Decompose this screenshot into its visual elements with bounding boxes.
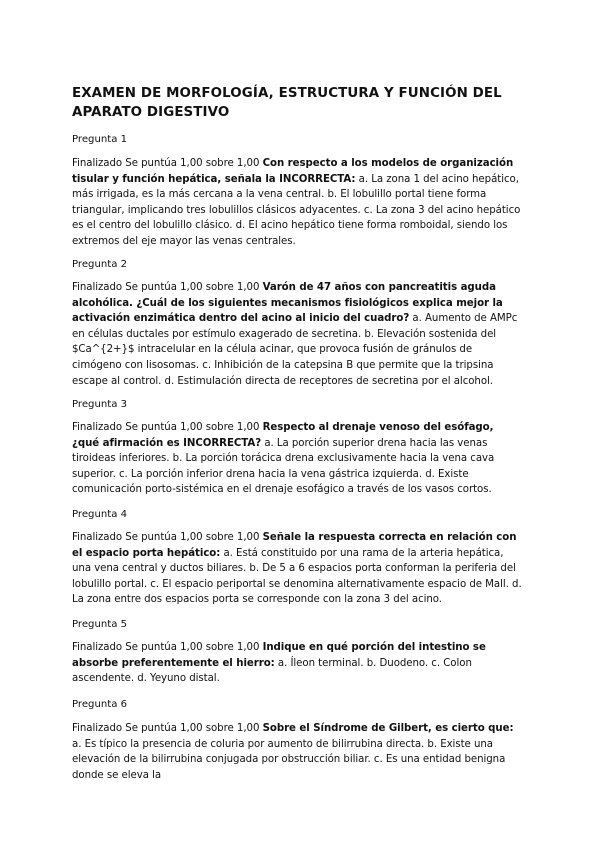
question-text xyxy=(72,640,524,687)
question-text xyxy=(72,530,524,608)
question-text xyxy=(72,721,524,783)
question-options: a. Aumento de AMPc en células ductales por estímulo exagerado de secretina. b. Elevación sostenida del $Ca^{2+}$ intracelular en la célula acinar, que provoca fusión de gránulos de cimógeno con lisosomas. c. Inhibición de la catepsina B que permite que la tripsina escape al control. d. Estimulación directa de receptores de secretina por el alcohol. xyxy=(72,313,518,387)
question-label: Pregunta 1 xyxy=(72,134,128,145)
document-title: EXAMEN DE MORFOLOGÍA, ESTRUCTURA Y FUNCIÓN DEL APARATO DIGESTIVO xyxy=(72,86,502,120)
question-stem: Respecto al drenaje venoso del esófago, ¿qué afirmación es INCORRECTA? xyxy=(72,422,494,449)
question-status: Finalizado Se puntúa 1,00 sobre 1,00 xyxy=(72,422,260,433)
question-options: a. La porción superior drena hacia las venas tiroideas inferiores. b. La porción torácica drena exclusivamente hacia la vena cava superior. c. La porción inferior drena hacia la vena gástrica izquierda. d. Existe comunicación porto-sistémica en el drenaje esofágico a través de los vasos cortos. xyxy=(72,437,495,496)
question-text xyxy=(72,280,524,389)
question-label: Pregunta 2 xyxy=(72,259,128,270)
question-stem: Sobre el Síndrome de Gilbert, es cierto que: xyxy=(262,723,514,734)
question-status: Finalizado Se puntúa 1,00 sobre 1,00 xyxy=(72,282,260,293)
question-status: Finalizado Se puntúa 1,00 sobre 1,00 xyxy=(72,532,260,543)
question-options: a. Íleon terminal. b. Duodeno. c. Colon ascendente. d. Yeyuno distal. xyxy=(72,657,472,685)
question-label: Pregunta 4 xyxy=(72,509,128,520)
question-stem: Señale la respuesta correcta en relación con el espacio porta hepático: xyxy=(72,532,517,559)
question-text xyxy=(72,420,524,498)
question-options: a. Es típico la presencia de coluria por aumento de bilirrubina directa. b. Existe una elevación de la bilirrubina conjugada por obstrucción biliar. c. Es una entidad benigna donde se eleva la xyxy=(72,738,506,781)
question-status: Finalizado Se puntúa 1,00 sobre 1,00 xyxy=(72,723,260,734)
question-label: Pregunta 6 xyxy=(72,699,128,710)
question-label: Pregunta 5 xyxy=(72,619,128,630)
question-stem: Con respecto a los modelos de organización tisular y función hepática, señala la INCORRECTA: xyxy=(72,158,514,185)
question-status: Finalizado Se puntúa 1,00 sobre 1,00 xyxy=(72,158,260,169)
question-status: Finalizado Se puntúa 1,00 sobre 1,00 xyxy=(72,642,260,653)
question-options: a. La zona 1 del acino hepático, más irrigada, es la más cercana a la vena central. b. El lobulillo portal tiene forma triangular, implicando tres lobulillos clásicos adyacentes. c. La zona 3 del acino hepático es el centro del lobulillo clásico. d. El acino hepático tiene forma romboidal, siendo los extremos del eje mayor las venas centrales. xyxy=(72,173,521,247)
question-stem: Varón de 47 años con pancreatitis aguda alcohólica. ¿Cuál de los siguientes mecanismos fisiológicos explica mejor la activación enzimática dentro del acino al inicio del cuadro? xyxy=(72,282,503,325)
question-label: Pregunta 3 xyxy=(72,399,128,410)
question-options: a. Está constituido por una rama de la arteria hepática, una vena central y ductos biliares. b. De 5 a 6 espacios porta conforman la periferia del lobulillo portal. c. El espacio periportal se denomina alternativamente espacio de Mall. d. La zona entre dos espacios porta se corresponde con la zona 3 del acino. xyxy=(72,547,522,606)
question-text xyxy=(72,156,524,250)
question-stem: Indique en qué porción del intestino se absorbe preferentemente el hierro: xyxy=(72,642,486,669)
